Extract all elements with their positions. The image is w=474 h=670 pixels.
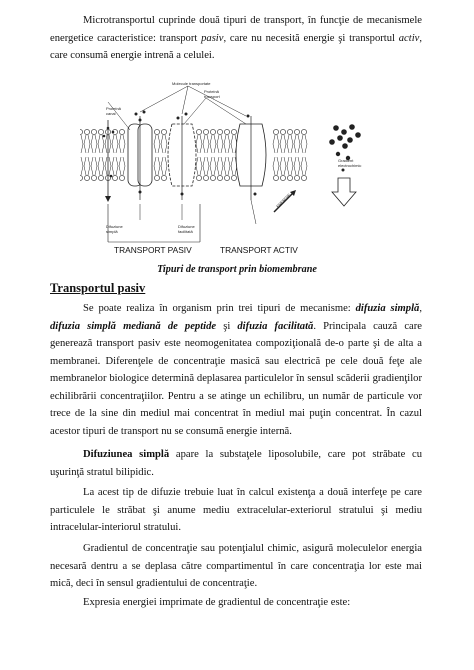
p1-text-1: Se poate realiza în organism prin trei tipuri de mecanisme: [83,303,356,314]
label-transport-activ: TRANSPORT ACTIV [220,245,298,255]
paragraph-3: La acest tip de difuzie trebuie luat în calcul existenţa a două interfeţe pe care particulele le străbat şi anume mediu extracelular-exteriorul stratului şi mediu intracelular-interiorul stratului. [50,487,422,533]
label-carrier-1: Proteină [204,89,219,94]
paragraph-1 [50,300,422,440]
membrane-transport-diagram [80,80,380,260]
section-heading: Transportul pasiv [50,281,146,295]
p1-term-2: difuzia simplă mediană de peptide [50,320,217,332]
label-protein-1: Proteină [106,106,121,111]
channel-protein [128,116,152,200]
label-transport-pasiv: TRANSPORT PASIV [114,245,192,255]
paragraph-5: Expresia energiei imprimate de gradientul de concentraţie este: [83,597,351,608]
label-simple-1: Difuziune [106,224,123,229]
intro-text-2: , care nu necesită energie şi transportul [223,32,399,44]
intro-activ: activ [398,32,420,44]
label-facil-1: Difuziune [178,224,195,229]
bottom-brackets [108,204,200,242]
p1-term-3: difuzia facilitată [237,320,314,332]
label-simple-2: simplă [106,229,118,234]
p1-text-4: . Principala cauză care generează transport pasiv este neomogenitatea compoziţională de-o parte şi de alta a membranei. Diferenţele de concentraţie masică sau electrică pe cele două feţe ale membranelor biologice determină deplasarea particulelor în sensul scăderii gradienţilor echilibrării concentraţiilor. Pentru a se atinge un echilibru, un număr de particule vor trece de la sine din mediul mai concentrat în mediul mai puţin concentrat. În cazul acestor tipuri de transport nu se consumă energie internă. [50,320,422,437]
paragraph-2 [50,446,422,481]
carrier-protein-passive [168,116,196,200]
p2-text: apare la substaţele liposolubile, care pot străbate cu uşurinţă stratul bilipidic. [50,449,422,478]
paragraph-4: Gradientul de concentraţie sau potenţialul chimic, asigură moleculelor energia necesară dentru a se deplasa către compartimentul în care concentraţia lor este mai mică, deci în sensul gradientului de concentraţie. [50,543,422,589]
label-facil-2: facilitată [178,229,193,234]
p1-text-2: , [419,303,422,314]
p1-term-1: difuzia simplă [355,303,420,314]
pointer-lines [108,86,246,130]
p1-text-3: şi [216,320,238,332]
label-protein-2: canal [106,111,116,116]
intro-pasiv: pasiv [201,32,224,44]
intro-text-3: , care consumă energie intrenă a celulei. [50,32,422,61]
label-channel: Molecule transportate [172,81,211,86]
label-carrier-2: transport [204,94,220,99]
intro-text-1: Microtransportul cuprinde două tipuri de transport, în funcţie de mecanismele energetice caracteristice: transport [50,15,422,44]
p2-bold-term: Difuziunea simplă [83,449,170,460]
label-gradient-2: electrochimic [338,163,362,168]
label-gradient-1: Gradient [338,158,354,163]
label-energy: ENERGIE [275,192,292,209]
carrier-protein-active [236,116,266,200]
figure-caption: Tipuri de transport prin biomembrane [157,264,317,275]
intro-paragraph [50,12,422,65]
